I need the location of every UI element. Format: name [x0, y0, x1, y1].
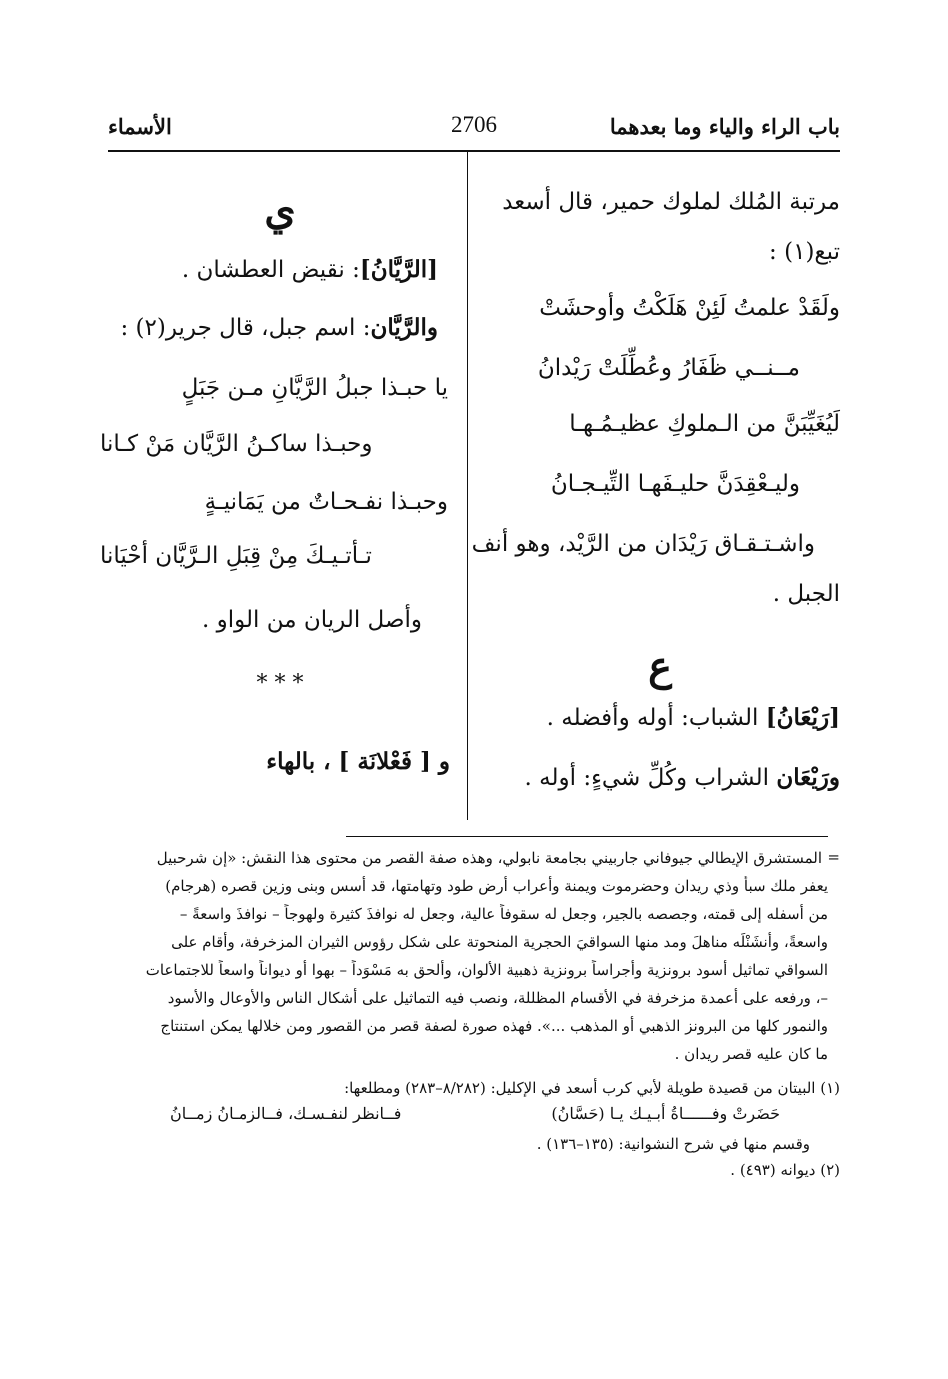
footnote-line: يعفر ملك سبأ وذي ريدان وحضرموت ويمنة وأعراب أرض طود وتهامتها، قد أسس وبنى وزين قصره (هرجام) — [165, 877, 828, 895]
subheading: و [ فَعْلانَة ] ، بالهاء — [266, 748, 450, 775]
verse-line: وليـعْقِدَنَّ حليـفَهـا التِّيـجـانُ — [550, 471, 800, 497]
chapter-title: باب الراء والياء وما بعدهما — [609, 114, 840, 139]
footnote-line: –، ورفعه على أعمدة مزخرفة في الأقسام المظللة، ونصب فيه التماثيل على أشكال الناس والأوعال والأسود — [167, 989, 828, 1007]
column-divider — [467, 152, 468, 820]
verse-line: ولَقَدْ علمتُ لَئِنْ هَلَكْتُ وأوحشَتْ — [539, 295, 840, 321]
entry-line — [120, 312, 438, 344]
entry-line — [182, 254, 438, 286]
footnote-2: (٢) ديوانه (٤٩٣) . — [730, 1161, 840, 1179]
entry-headword: ورَيْعَان — [776, 764, 840, 791]
footnote-rule — [346, 836, 828, 837]
page-header — [108, 112, 840, 146]
verse-line: لَيُغَيِّبَنَّ من الـملوكِ عظيـمُـهـا — [569, 411, 840, 437]
entry-definition: : نقيض العطشان . — [181, 257, 360, 283]
text-line: تبع(١) : — [769, 239, 840, 265]
entry-headword: والرَّيَّان — [370, 314, 438, 341]
footnote-verse-right: حَضَرتْ وفــــــاةُ أبـيـك يـا (حَسَّانُ) — [551, 1104, 780, 1123]
entry-line — [547, 702, 840, 734]
footnote-line: ما كان عليه قصر ريدان . — [674, 1045, 828, 1063]
section-letter: ي — [264, 187, 296, 234]
text-line: وأصل الريان من الواو . — [202, 607, 422, 633]
footnote-1-tail: وقسم منها في شرح النشوانية: (١٣٥–١٣٦) . — [536, 1135, 810, 1153]
verse-line: وحبـذا نفـحـاتٌ من يَمَانيـةٍ — [204, 489, 448, 515]
text-line: الجبل . — [772, 581, 840, 607]
footnote-line: السواقي تماثيل أسود برونزية وأجراساً برونزية ذهبية الألوان، وألحق به مَسْوَداً – بهوا أو ديواناً واسعاً للاجتماعات — [145, 961, 828, 979]
entry-definition: الشباب: أوله وأفضله . — [546, 705, 766, 731]
text-line: مرتبة المُلك لملوك حمير، قال أسعد — [502, 189, 840, 215]
section-title: الأسماء — [108, 114, 172, 139]
verse-line: تـأتـيـكَ مِنْ قِبَلِ الـرَّيَّان أحْيَانا — [100, 543, 372, 569]
entry-definition: الشراب وكُلِّ شيءٍ: أوله . — [524, 765, 777, 791]
footnote-line: والنمور كلها من البرونز الذهبي أو المذهب ...». فهذه صورة لصفة قصر من القصور ومن خلالها يمكن استنتاج — [160, 1017, 828, 1035]
header-rule — [108, 150, 840, 152]
entry-headword: [رَيْعَانُ] — [765, 704, 840, 731]
entry-line — [525, 762, 840, 794]
page-number: 2706 — [451, 112, 497, 137]
continuation-mark: = — [827, 848, 840, 866]
verse-line: يا حبـذا جبلُ الرَّيَّانِ مـن جَبَلٍ — [181, 375, 448, 401]
footnote-line: من أسفله إلى قمته، وجصصه بالجير، وجعل له سقوفاً عالية، وجعل له نوافذَ كثيرة ولهوجاً – نوافذَ واسعةً – — [179, 905, 828, 923]
section-letter: ع — [648, 643, 672, 690]
footnote-line: المستشرق الإيطالي جيوفاني جاربيني بجامعة نابولي، وهذه صفة القصر من محتوى هذا النقش: «إن شرحبيل — [156, 849, 822, 867]
verse-line: وحبـذا ساكـنُ الرَّيَّان مَنْ كـانا — [100, 431, 373, 457]
entry-headword: [الرَّيَّانُ] — [359, 256, 438, 283]
entry-definition: : اسم جبل، قال جرير(٢) : — [120, 315, 371, 341]
footnote-verse-left: فــانظر لنفـسـك، فــالزمـانُ زمــانُ — [170, 1104, 402, 1123]
footnote-1: (١) البيتان من قصيدة طويلة لأبي كرب أسعد في الإكليل: (٨/٢٨٢–٢٨٣) ومطلعها: — [344, 1079, 840, 1097]
footnote-line: واسعةً، وأنشَنْلَه مناهلَ ومد منها السواقيَ الحجرية المنحوتة على شكل رؤوس الثيران المزخرفة، وأقام على — [171, 933, 828, 951]
text-line: واشـتـقـاق رَيْدَان من الرَّيْد، وهو أنف — [471, 531, 815, 557]
verse-line: مــنــي ظَفَارُ وعُطِّلَتْ رَيْدانُ — [537, 355, 800, 381]
section-separator: * * * — [256, 671, 304, 696]
